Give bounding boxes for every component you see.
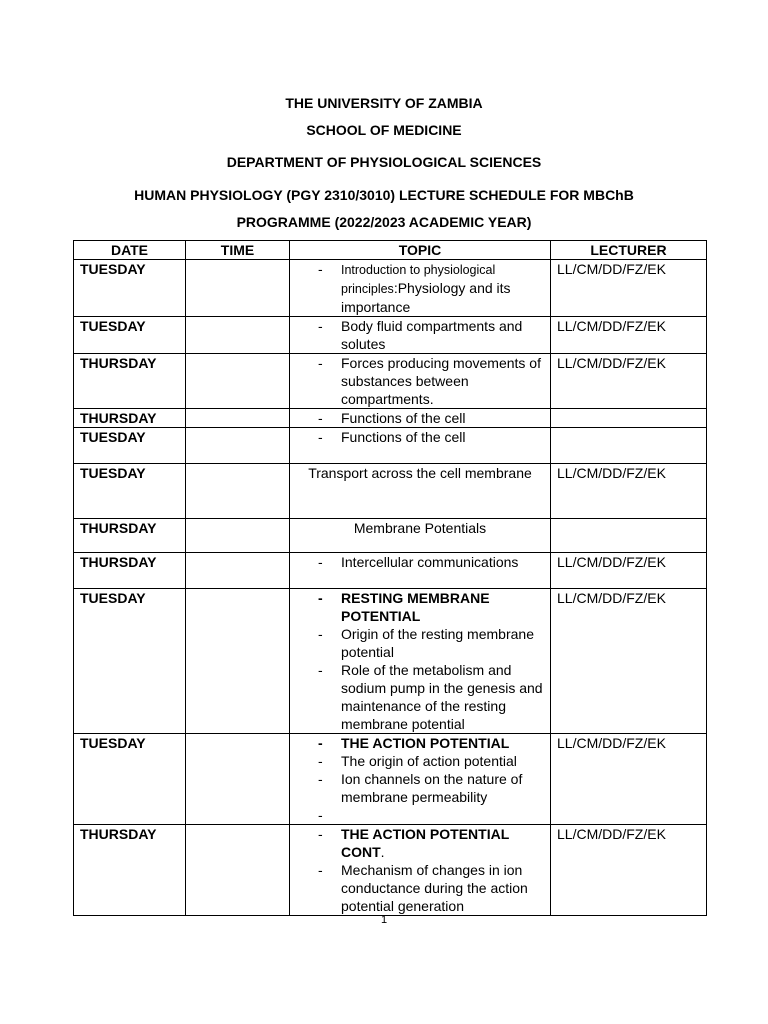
date-cell: TUESDAY <box>74 589 186 734</box>
date-cell: TUESDAY <box>74 317 186 354</box>
topic-heading: - RESTING MEMBRANE POTENTIAL <box>318 590 490 624</box>
lecturer-cell <box>551 409 707 428</box>
table-row <box>74 734 707 825</box>
topic-item: - Role of the metabolism and sodium pump in the genesis and maintenance of the resting membrane potential <box>318 662 543 732</box>
lecturer-cell <box>551 428 707 464</box>
topic-item: - The origin of action potential <box>318 753 517 769</box>
table-row <box>74 260 707 317</box>
column-header-date: DATE <box>74 241 186 260</box>
lecturer-cell: LL/CM/DD/FZ/EK <box>551 260 707 317</box>
topic-cell <box>290 589 551 734</box>
topic-cell <box>290 825 551 916</box>
time-cell <box>186 464 290 519</box>
topic-cell <box>290 553 551 589</box>
date-cell: THURSDAY <box>74 409 186 428</box>
lecturer-cell: LL/CM/DD/FZ/EK <box>551 317 707 354</box>
topic-item: - Intercellular communications <box>318 554 519 570</box>
topic-cell <box>290 317 551 354</box>
table-row <box>74 553 707 589</box>
lecturer-cell: LL/CM/DD/FZ/EK <box>551 553 707 589</box>
table-row <box>74 464 707 519</box>
time-cell <box>186 553 290 589</box>
lecturer-cell <box>551 519 707 553</box>
topic-cell <box>290 734 551 825</box>
column-header-topic: TOPIC <box>290 241 551 260</box>
topic-item: - Ion channels on the nature of membrane permeability <box>318 771 523 805</box>
schedule-title-line1: HUMAN PHYSIOLOGY (PGY 2310/3010) LECTURE SCHEDULE FOR MBChB <box>134 187 634 203</box>
lecturer-cell: LL/CM/DD/FZ/EK <box>551 734 707 825</box>
table-row <box>74 354 707 409</box>
table-row <box>74 428 707 464</box>
date-cell: THURSDAY <box>74 553 186 589</box>
time-cell <box>186 317 290 354</box>
time-cell <box>186 260 290 317</box>
date-cell: THURSDAY <box>74 519 186 553</box>
table-row <box>74 317 707 354</box>
date-cell: TUESDAY <box>74 428 186 464</box>
topic-cell: Transport across the cell membrane <box>290 464 551 519</box>
department-name: DEPARTMENT OF PHYSIOLOGICAL SCIENCES <box>226 154 542 170</box>
column-header-lecturer: LECTURER <box>551 241 707 260</box>
table-header-row <box>74 241 707 260</box>
topic-item: - Functions of the cell <box>318 429 466 445</box>
date-cell: THURSDAY <box>74 825 186 916</box>
topic-item: - Introduction to physiological principles:Physiology and its importance <box>318 261 511 315</box>
topic-heading: - THE ACTION POTENTIAL <box>318 735 510 751</box>
date-cell: THURSDAY <box>74 354 186 409</box>
page-number: 1 <box>380 914 388 926</box>
time-cell <box>186 428 290 464</box>
date-cell: TUESDAY <box>74 260 186 317</box>
lecturer-cell: LL/CM/DD/FZ/EK <box>551 354 707 409</box>
topic-heading: - THE ACTION POTENTIAL CONT. <box>318 826 509 860</box>
date-cell: TUESDAY <box>74 734 186 825</box>
topic-cell: Membrane Potentials <box>290 519 551 553</box>
time-cell <box>186 354 290 409</box>
topic-cell <box>290 260 551 317</box>
topic-cell <box>290 409 551 428</box>
lecturer-cell: LL/CM/DD/FZ/EK <box>551 825 707 916</box>
university-name: THE UNIVERSITY OF ZAMBIA <box>285 95 483 111</box>
topic-cell <box>290 428 551 464</box>
lecturer-cell: LL/CM/DD/FZ/EK <box>551 589 707 734</box>
topic-item: - <box>318 807 323 823</box>
time-cell <box>186 409 290 428</box>
topic-item: - Forces producing movements of substances between compartments. <box>318 355 541 407</box>
topic-cell <box>290 354 551 409</box>
topic-item: - Mechanism of changes in ion conductance during the action potential generation <box>318 862 528 914</box>
schedule-title-line2: PROGRAMME (2022/2023 ACADEMIC YEAR) <box>236 214 532 230</box>
time-cell <box>186 734 290 825</box>
date-cell: TUESDAY <box>74 464 186 519</box>
school-name: SCHOOL OF MEDICINE <box>306 122 462 138</box>
topic-item: - Body fluid compartments and solutes <box>318 318 523 352</box>
lecturer-cell: LL/CM/DD/FZ/EK <box>551 464 707 519</box>
time-cell <box>186 519 290 553</box>
topic-item: - Functions of the cell <box>318 410 466 426</box>
table-row <box>74 519 707 553</box>
column-header-time: TIME <box>186 241 290 260</box>
time-cell <box>186 825 290 916</box>
lecture-schedule-table <box>73 240 707 916</box>
table-row <box>74 825 707 916</box>
table-row <box>74 409 707 428</box>
time-cell <box>186 589 290 734</box>
table-row <box>74 589 707 734</box>
topic-item: - Origin of the resting membrane potential <box>318 626 534 660</box>
